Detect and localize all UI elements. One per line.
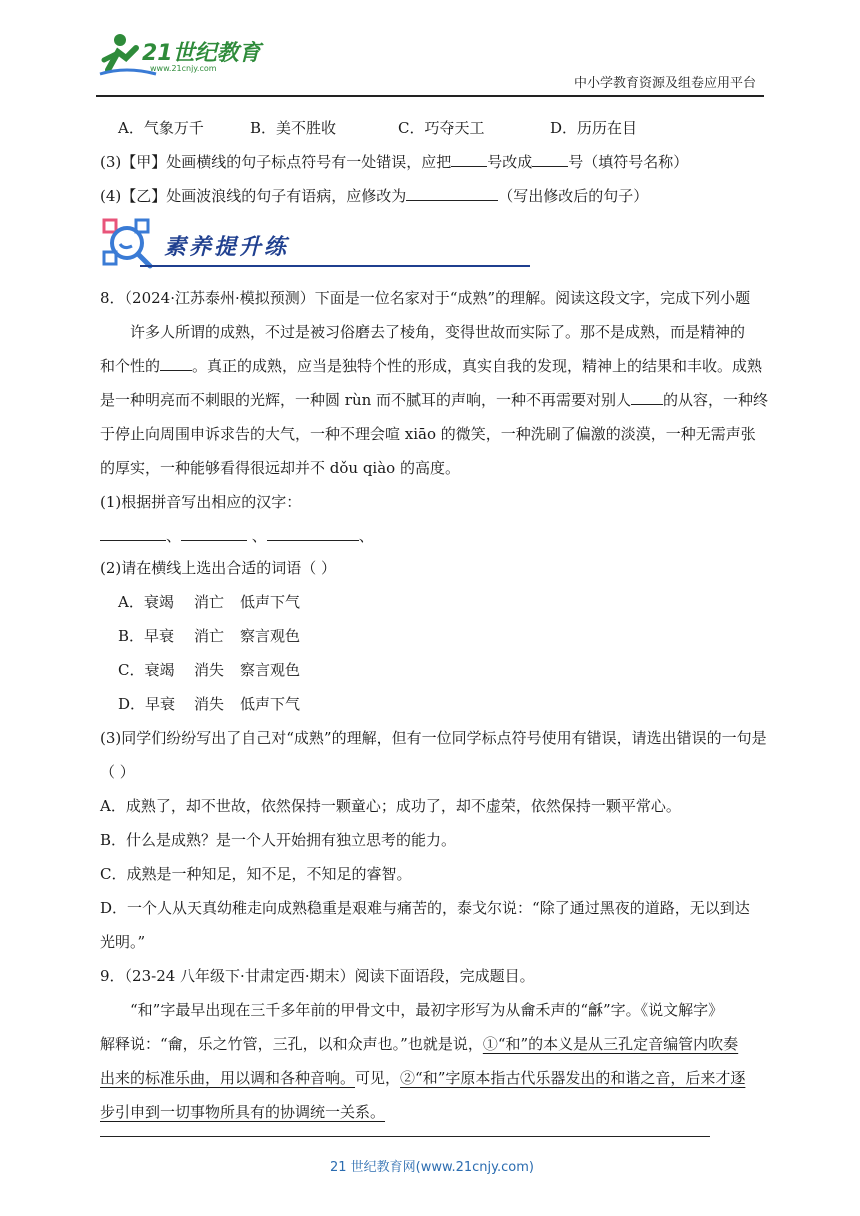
word: D．早衰 — [118, 695, 176, 713]
banner-title: 素养提升练 — [164, 234, 290, 260]
q9-passage-line-1: “和”字最早出现在三千多年前的甲骨文中，最初字形写为从龠禾声的“龢”字。《说文解字》 — [130, 1001, 724, 1019]
sep: 、 — [358, 527, 374, 545]
answer-blank — [631, 390, 663, 405]
q9-p3-b: 可见， — [355, 1069, 401, 1087]
q8-sub3-option-c: C．成熟是一种知足，知不足，不知足的睿智。 — [100, 865, 412, 883]
logo-url: www.21cnjy.com — [150, 64, 217, 73]
q9-underlined-sentence-1: ①“和”的本义是从三孔定音编管内吹奏 — [482, 1035, 739, 1053]
logo-text: 21世纪教育 — [142, 41, 261, 66]
word: C．衰竭 — [118, 661, 175, 679]
q8-sub2-option-b — [118, 626, 300, 646]
q8-sub3: (3)同学们纷纷写出了自己对“成熟”的理解，但有一位同学标点符号使用有错误，请选出错误的一句是 — [100, 729, 767, 747]
option-b: B．美不胜收 — [250, 119, 337, 137]
word: 察言观色 — [240, 627, 301, 645]
q8-passage-line-3 — [100, 390, 768, 410]
sep: 、 — [247, 527, 267, 545]
option-a: A．气象万千 — [118, 119, 204, 137]
q4-text-a: (4)【乙】处画波浪线的句子有语病，应修改为 — [100, 187, 407, 205]
word: 消亡 — [194, 627, 225, 645]
q9-underlined-sentence-2: ②“和”字原本指古代乐器发出的和谐之音，后来才逐 — [400, 1069, 746, 1087]
q8-sub2-option-a — [118, 592, 300, 612]
platform-name: 中小学教育资源及组卷应用平台 — [574, 76, 757, 91]
word: 低声下气 — [240, 593, 301, 611]
q8-p2-b: 。真正的成熟，应当是独特个性的形成，真实自我的发现，精神上的结果和丰收。成熟 — [192, 357, 763, 375]
q8-stem: 8．（2024·江苏泰州·模拟预测）下面是一位名家对于“成熟”的理解。阅读这段文字，完成下列小题 — [100, 289, 751, 307]
q3-text-b: 号改成 — [487, 153, 533, 171]
header-rule — [96, 95, 764, 97]
q8-p2-a: 和个性的 — [100, 357, 161, 375]
answer-blank — [181, 526, 247, 541]
q3-line — [100, 152, 688, 172]
q8-sub3-paren: （ ） — [100, 763, 135, 781]
q8-sub2: (2)请在横线上选出合适的词语（ ） — [100, 559, 337, 577]
q8-sub2-option-d — [118, 694, 300, 714]
option-c: C．巧夺天工 — [398, 119, 485, 137]
q8-sub3-option-d-line2: 光明。” — [100, 933, 146, 951]
q8-p3-a: 是一种明亮而不刺眼的光辉，一种圆 rùn 而不腻耳的声响，一种不再需要对别人 — [100, 391, 632, 409]
q9-stem: 9．（23-24 八年级下·甘肃定西·期末）阅读下面语段，完成题目。 — [100, 967, 535, 985]
q9-p2-a: 解释说：“龠，乐之竹管，三孔，以和众声也。”也就是说， — [100, 1035, 483, 1053]
footer-link[interactable]: 21 世纪教育网(www.21cnjy.com) — [330, 1160, 534, 1175]
q9-passage-line-3 — [100, 1068, 745, 1088]
prev-options — [118, 118, 637, 138]
q8-passage-line-1: 许多人所谓的成熟，不过是被习俗磨去了棱角，变得世故而实际了。那不是成熟，而是精神的 — [130, 323, 746, 341]
answer-blank — [451, 152, 487, 167]
q8-passage-line-5: 的厚实，一种能够看得很远却并不 dǒu qiào 的高度。 — [100, 459, 460, 477]
word: B．早衰 — [118, 627, 175, 645]
footer-rule — [100, 1136, 710, 1137]
word: 消失 — [194, 695, 225, 713]
answer-blank — [100, 526, 166, 541]
answer-blank — [406, 186, 498, 201]
word: 低声下气 — [240, 695, 301, 713]
q9-passage-line-4 — [100, 1102, 385, 1122]
sep: 、 — [166, 527, 182, 545]
word: 察言观色 — [240, 661, 301, 679]
q3-text-c: 号（填符号名称） — [568, 153, 689, 171]
q9-underlined-sentence-2-cont: 步引申到一切事物所具有的协调统一关系。 — [100, 1103, 386, 1121]
q8-p3-b: 的从容，一种终 — [663, 391, 769, 409]
q9-underlined-sentence-1-cont: 出来的标准乐曲，用以调和各种音响。 — [100, 1069, 356, 1087]
q8-sub1: (1)根据拼音写出相应的汉字： — [100, 493, 302, 511]
q4-text-b: （写出修改后的句子） — [498, 187, 649, 205]
q8-sub3-option-a: A．成熟了，却不世故，依然保持一颗童心；成功了，却不虚荣，依然保持一颗平常心。 — [100, 797, 681, 815]
word: 消失 — [194, 661, 225, 679]
answer-blank — [160, 356, 192, 371]
q4-line — [100, 186, 648, 206]
q8-passage-line-4: 于停止向周围申诉求告的大气，一种不理会喧 xiāo 的微笑，一种洗刷了偏激的淡漠，一种无需声张 — [100, 425, 756, 443]
word: A．衰竭 — [118, 593, 174, 611]
answer-blank — [267, 526, 359, 541]
q8-sub2-option-c — [118, 660, 300, 680]
q8-sub3-option-d-line1: D．一个人从天真幼稚走向成熟稳重是艰难与痛苦的，泰戈尔说：“除了通过黑夜的道路，无以到达 — [100, 899, 750, 917]
option-d: D．历历在目 — [550, 119, 638, 137]
q9-passage-line-2 — [100, 1034, 738, 1054]
q3-text-a: (3)【甲】处画横线的句子标点符号有一处错误，应把 — [100, 153, 452, 171]
q8-sub1-blanks — [100, 526, 374, 546]
q8-passage-line-2 — [100, 356, 762, 376]
answer-blank — [532, 152, 568, 167]
q8-sub3-option-b: B．什么是成熟？是一个人开始拥有独立思考的能力。 — [100, 831, 457, 849]
word: 消亡 — [194, 593, 225, 611]
